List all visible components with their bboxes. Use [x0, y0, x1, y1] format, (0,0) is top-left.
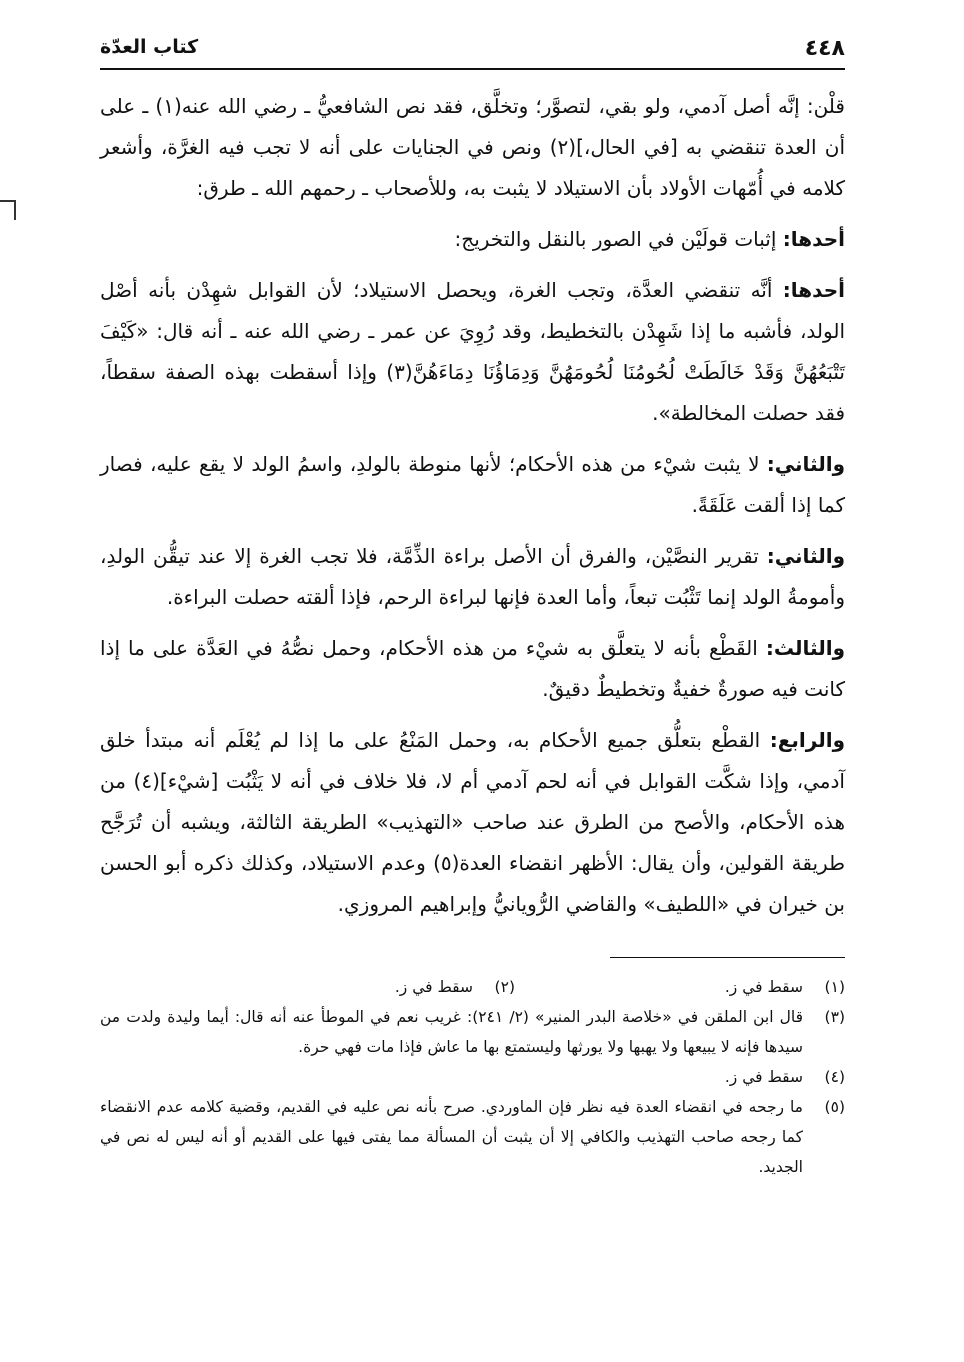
- footnote-text: سقط في ز.: [724, 1068, 803, 1086]
- paragraph-lead: والثاني:: [766, 544, 845, 568]
- paragraph-lead: والثالث:: [765, 636, 845, 660]
- footnote-number: (٤): [824, 1068, 845, 1086]
- paragraph-lead: أحدها:: [782, 227, 845, 251]
- footnote-text: سقط في ز.: [394, 978, 473, 996]
- paragraph-text: لا يثبت شيْء من هذه الأحكام؛ لأنها منوطة بالولدِ، واسمُ الولد لا يقع عليه، فصار كما إذا ألقت عَلَقَةً.: [100, 452, 845, 517]
- paragraph-text: القطْع بتعلُّق جميع الأحكام به، وحمل المَنْعُ على ما إذا لم يُعْلَم أنه مبتدأ خلق آدمي، وإذا شكَّت القوابل في أنه لحم آدمي أم لا، فلا خلاف في أنه لا يَثْبُت [شيْء](٤) من هذه الأحكام، والأصح من الطرق عند صاحب «التهذيب» الطريقة الثالثة، ويشبه أن تُرَجَّح طريقة القولين، وأن يقال: الأظهر انقضاء العدة(٥) وعدم الاستيلاد، وكذلك ذكره أبو الحسن بن خيران في «اللطيف» والقاضي الرُّويانيُّ وإبراهيم المروزي.: [100, 728, 845, 916]
- paragraph-lead: أحدها:: [782, 278, 845, 302]
- paragraph: [100, 536, 845, 618]
- main-text: [100, 86, 845, 925]
- footnote-row: [100, 1062, 845, 1092]
- book-page: [100, 30, 845, 1182]
- footnotes: [100, 972, 845, 1182]
- paragraph: [100, 720, 845, 925]
- footnote-text: قال ابن الملقن في «خلاصة البدر المنير» (٢/ ٢٤١): غريب نعم في الموطأ عنه أنه قال: أيما وليدة ولدت من سيدها فإنه لا يبيعها ولا يهبها ولا يورثها وليستمتع بها ما عاش فإذا مات فهي حرة.: [100, 1008, 804, 1056]
- paragraph-lead: والثاني:: [766, 452, 845, 476]
- footnote-row: [100, 972, 845, 1002]
- page-header: [100, 30, 845, 70]
- paragraph-text: القَطْع بأنه لا يتعلَّق به شيْء من هذه الأحكام، وحمل نصُّهُ في العَدَّة على ما إذا كانت فيه صورةٌ خفيةٌ وتخطيطٌ دقيقٌ.: [100, 636, 845, 701]
- paragraph-text: قلْن: إنَّه أصل آدمي، ولو بقي، لتصوَّر؛ وتخلَّق، فقد نص الشافعيُّ ـ رضي الله عنه(١) ـ على أن العدة تنقضي به [في الحال،](٢) ونص في الجنايات على أنه لا تجب فيه الغرَّة، وأشعر كلامه في أُمّهات الأولاد بأن الاستيلاد لا يثبت به، وللأصحاب ـ رحمهم الله ـ طرق:: [100, 94, 845, 200]
- paragraph: [100, 270, 845, 434]
- footnote-text: سقط في ز.: [724, 978, 803, 996]
- scan-margin-mark: [0, 200, 16, 220]
- footnote-row: [100, 1092, 845, 1182]
- footnote-half: [515, 972, 845, 1002]
- paragraph: [100, 444, 845, 526]
- page-number: ٤٤٨: [804, 36, 845, 61]
- footnote-separator: [610, 957, 845, 958]
- paragraph-text: إثبات قولَيْن في الصور بالنقل والتخريج:: [454, 227, 783, 251]
- paragraph-text: أنَّه تنقضي العدَّة، وتجب الغرة، ويحصل الاستيلاد؛ لأن القوابل شهِدْن بأنه أصْل الولد، فأشبه ما إذا شَهِدْن بالتخطيط، وقد رُوِيَ عن عمر ـ رضي الله عنه ـ أنه قال: «كَيْفَ تَتْبَعُهُنَّ وَقَدْ خَالَطَتْ لُحُومُنَا لُحُومَهُنَّ وَدِمَاؤُنَا دِمَاءَهُنَّ(٣) وإذا أسقطت بهذه الصفة سقطاً، فقد حصلت المخالطة».: [100, 278, 845, 425]
- footnote-separator-wrap: [100, 935, 845, 958]
- footnote-row: [100, 1002, 845, 1062]
- footnote-number: (١): [824, 978, 845, 996]
- footnote-number: (٥): [824, 1098, 845, 1116]
- footnote-number: (٢): [494, 978, 515, 996]
- paragraph: [100, 86, 845, 209]
- paragraph-text: تقرير النصَّيْن، والفرق أن الأصل براءة الذِّمَّة، فلا تجب الغرة إلا عند تيقُّن الولدِ، وأمومةُ الولد إنما تَثْبُت تبعاً، وأما العدة فإنها لبراءة الرحم، فإذا ألقته حصلت البراءة.: [100, 544, 845, 609]
- footnote-half: [185, 972, 515, 1002]
- paragraph: [100, 628, 845, 710]
- running-title: كتاب العدّة: [100, 36, 199, 58]
- footnote-number: (٣): [824, 1008, 845, 1026]
- footnote-text: ما رجحه في انقضاء العدة فيه نظر فإن الماوردي. صرح بأنه نص عليه في القديم، وقضية كلامه عدم الانقضاء كما رجحه صاحب التهذيب والكافي إلا أن يثبت أن المسألة مما يفتى فيها على القديم أو أنه ليس له نص في الجديد.: [100, 1098, 803, 1176]
- paragraph-lead: والرابع:: [769, 728, 845, 752]
- paragraph: [100, 219, 845, 260]
